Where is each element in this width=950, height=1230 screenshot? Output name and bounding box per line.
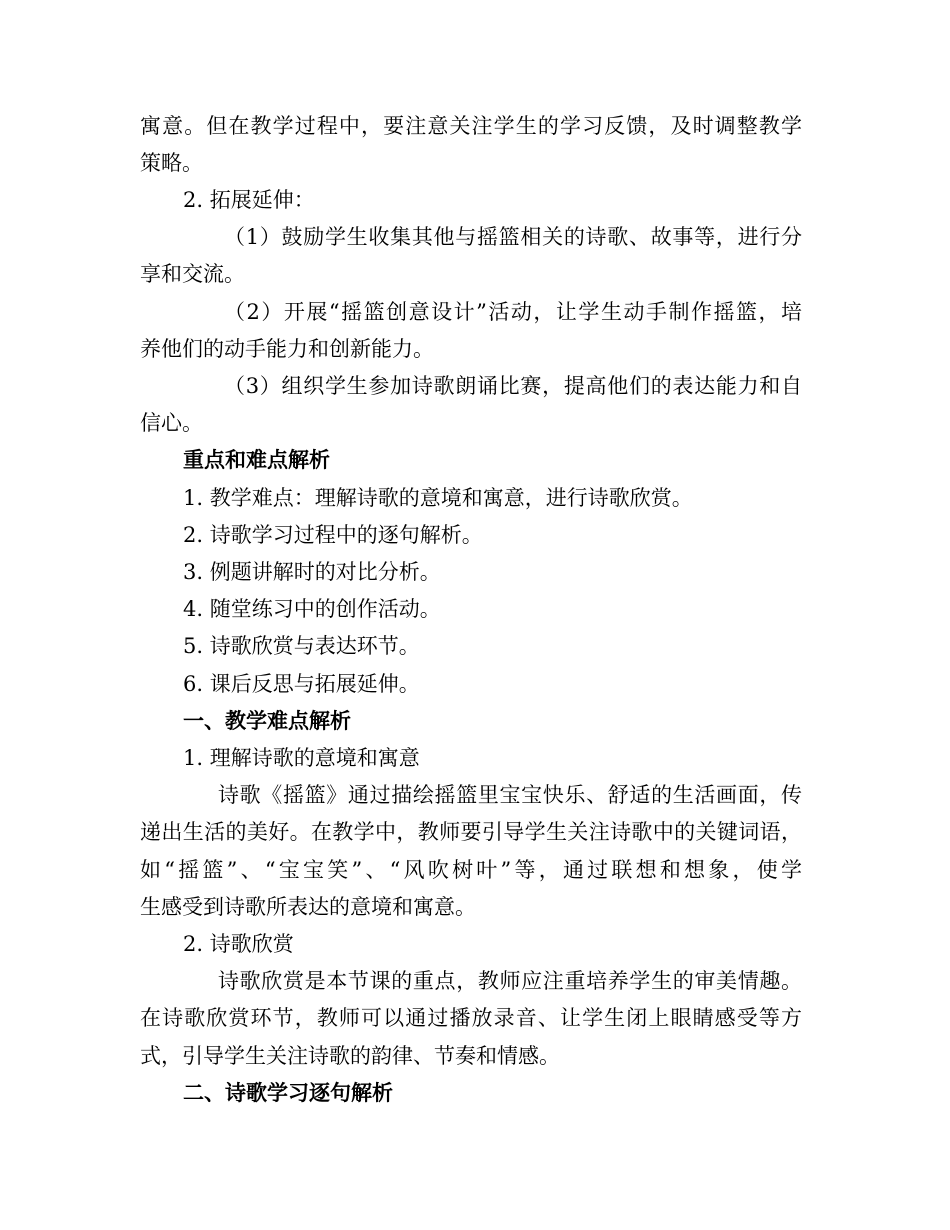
- paragraph-line: 如“摇篮”、“宝宝笑”、“风吹树叶”等，通过联想和想象，使学: [140, 858, 802, 882]
- list-item: 2. 拓展延伸：: [183, 188, 315, 212]
- paragraph-line: 式，引导学生关注诗歌的韵律、节奏和情感。: [140, 1044, 560, 1068]
- list-item: 2. 诗歌学习过程中的逐句解析。: [183, 523, 483, 547]
- paragraph-line: 在诗歌欣赏环节，教师可以通过播放录音、让学生闭上眼睛感受等方: [140, 1006, 802, 1030]
- list-item: （3）组织学生参加诗歌朗诵比赛，提高他们的表达能力和自: [224, 374, 802, 398]
- list-item: （2）开展“摇篮创意设计”活动，让学生动手制作摇篮，培: [224, 300, 802, 324]
- list-item: 3. 例题讲解时的对比分析。: [183, 560, 441, 584]
- section-heading: 重点和难点解析: [183, 447, 330, 472]
- paragraph-line: 生感受到诗歌所表达的意境和寓意。: [140, 895, 476, 919]
- subheading: 1. 理解诗歌的意境和寓意: [183, 746, 420, 770]
- list-item: 1. 教学难点：理解诗歌的意境和寓意，进行诗歌欣赏。: [183, 486, 693, 510]
- paragraph-line: 诗歌《摇篮》通过描绘摇篮里宝宝快乐、舒适的生活画面，传: [218, 783, 802, 807]
- section-heading: 二、诗歌学习逐句解析: [183, 1080, 393, 1105]
- paragraph-line: 享和交流。: [140, 262, 245, 286]
- section-heading: 一、教学难点解析: [183, 708, 351, 733]
- list-item: 6. 课后反思与拓展延伸。: [183, 672, 420, 696]
- paragraph-line: 递出生活的美好。在教学中，教师要引导学生关注诗歌中的关键词语，: [140, 820, 802, 844]
- subheading: 2. 诗歌欣赏: [183, 932, 294, 956]
- paragraph-line: 信心。: [140, 411, 203, 435]
- list-item: （1）鼓励学生收集其他与摇篮相关的诗歌、故事等，进行分: [224, 225, 802, 249]
- list-item: 4. 随堂练习中的创作活动。: [183, 597, 441, 621]
- paragraph-line: 诗歌欣赏是本节课的重点，教师应注重培养学生的审美情趣。: [218, 969, 802, 993]
- paragraph-line: 养他们的动手能力和创新能力。: [140, 337, 434, 361]
- list-item: 5. 诗歌欣赏与表达环节。: [183, 634, 420, 658]
- paragraph-line: 策略。: [140, 151, 203, 175]
- paragraph-line: 寓意。但在教学过程中，要注意关注学生的学习反馈，及时调整教学: [140, 114, 802, 138]
